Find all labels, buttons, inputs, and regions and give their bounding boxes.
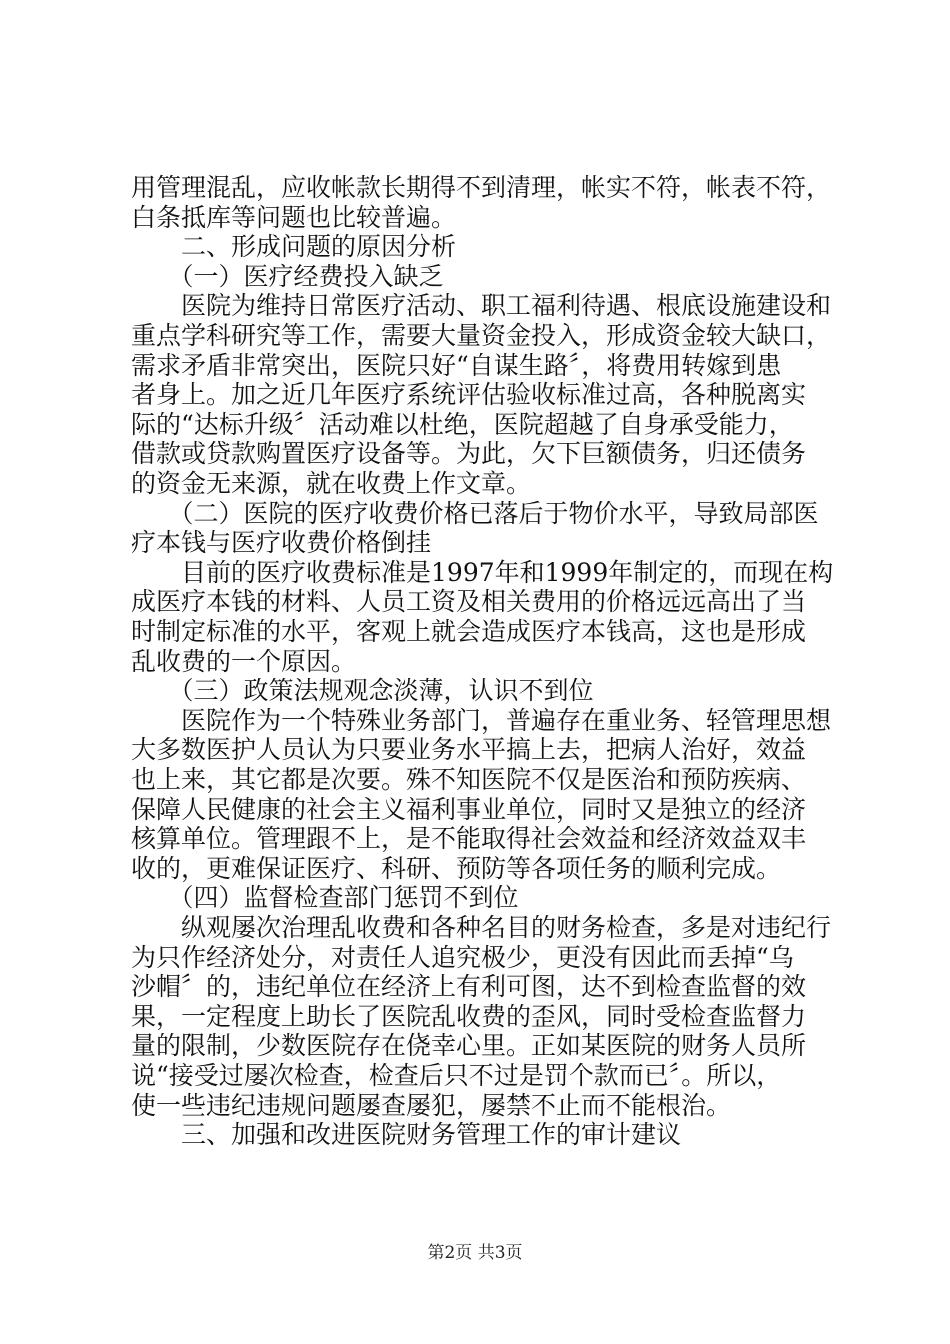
text-line: 核算单位。管理跟不上，是不能取得社会效益和经济效益双丰 bbox=[131, 824, 807, 853]
text-line: （二）医院的医疗收费价格已落后于物价水平，导致局部医 bbox=[131, 499, 819, 528]
text-line: 保障人民健康的社会主义福利事业单位，同时又是独立的经济 bbox=[131, 795, 807, 824]
text-line: （三）政策法规观念淡薄，认识不到位 bbox=[131, 676, 594, 705]
text-line: 医院作为一个特殊业务部门，普遍存在重业务、轻管理思想 bbox=[131, 706, 832, 735]
text-line: 目前的医疗收费标准是1997年和1999年制定的，而现在构 bbox=[131, 558, 834, 587]
text-line: 果，一定程度上助长了医院乱收费的歪风，同时受检查监督力 bbox=[131, 1002, 807, 1031]
text-line: 二、形成问题的原因分析 bbox=[131, 232, 457, 261]
text-line: 时制定标准的水平，客观上就会造成医疗本钱高，这也是形成 bbox=[131, 617, 807, 646]
text-line: 使一些违纪违规问题屡查屡犯，屡禁不止而不能根治。 bbox=[131, 1091, 732, 1120]
text-line: （四）监督检查部门惩罚不到位 bbox=[131, 883, 519, 912]
text-line: 纵观屡次治理乱收费和各种名目的财务检查，多是对违纪行 bbox=[131, 913, 832, 942]
text-line: 沙帽〞的，违纪单位在经济上有利可图，达不到检查监督的效 bbox=[131, 972, 807, 1001]
text-line: 白条抵库等问题也比较普遍。 bbox=[131, 203, 457, 232]
text-line: （一）医疗经费投入缺乏 bbox=[131, 262, 444, 291]
text-line: 乱收费的一个原因。 bbox=[131, 647, 357, 676]
text-line: 三、加强和改进医院财务管理工作的审计建议 bbox=[131, 1120, 682, 1149]
text-line: 需求矛盾非常突出，医院只好“自谋生路〞，将费用转嫁到患 bbox=[131, 351, 782, 380]
text-line: 医院为维持日常医疗活动、职工福利待遇、根底设施建设和 bbox=[131, 291, 832, 320]
text-line: 成医疗本钱的材料、人员工资及相关费用的价格远远高出了当 bbox=[131, 587, 807, 616]
text-line: 疗本钱与医疗收费价格倒挂 bbox=[131, 528, 432, 557]
text-line: 量的限制，少数医院存在侥幸心里。正如某医院的财务人员所 bbox=[131, 1031, 807, 1060]
text-line: 用管理混乱，应收帐款长期得不到清理，帐实不符，帐表不符， bbox=[131, 173, 832, 202]
text-line: 也上来，其它都是次要。殊不知医院不仅是医治和预防疾病、 bbox=[131, 765, 807, 794]
text-line: 的资金无来源，就在收费上作文章。 bbox=[131, 469, 532, 498]
text-line: 为只作经济处分，对责任人追究极少，更没有因此而丢掉“乌 bbox=[131, 943, 794, 972]
page-footer: 第2页 共3页 bbox=[427, 1243, 523, 1263]
text-line: 说“接受过屡次检查，检查后只不过是罚个款而已〞。所以， bbox=[131, 1061, 782, 1090]
text-line: 际的“达标升级〞活动难以杜绝，医院超越了自身承受能力， bbox=[131, 410, 794, 439]
text-line: 重点学科研究等工作，需要大量资金投入，形成资金较大缺口， bbox=[131, 321, 832, 350]
text-line: 借款或贷款购置医疗设备等。为此，欠下巨额债务，归还债务 bbox=[131, 439, 807, 468]
text-line: 者身上。加之近几年医疗系统评估验收标准过高，各种脱离实 bbox=[131, 380, 807, 409]
text-line: 收的，更难保证医疗、科研、预防等各项任务的顺利完成。 bbox=[131, 854, 782, 883]
text-line: 大多数医护人员认为只要业务水平搞上去，把病人治好，效益 bbox=[131, 735, 807, 764]
